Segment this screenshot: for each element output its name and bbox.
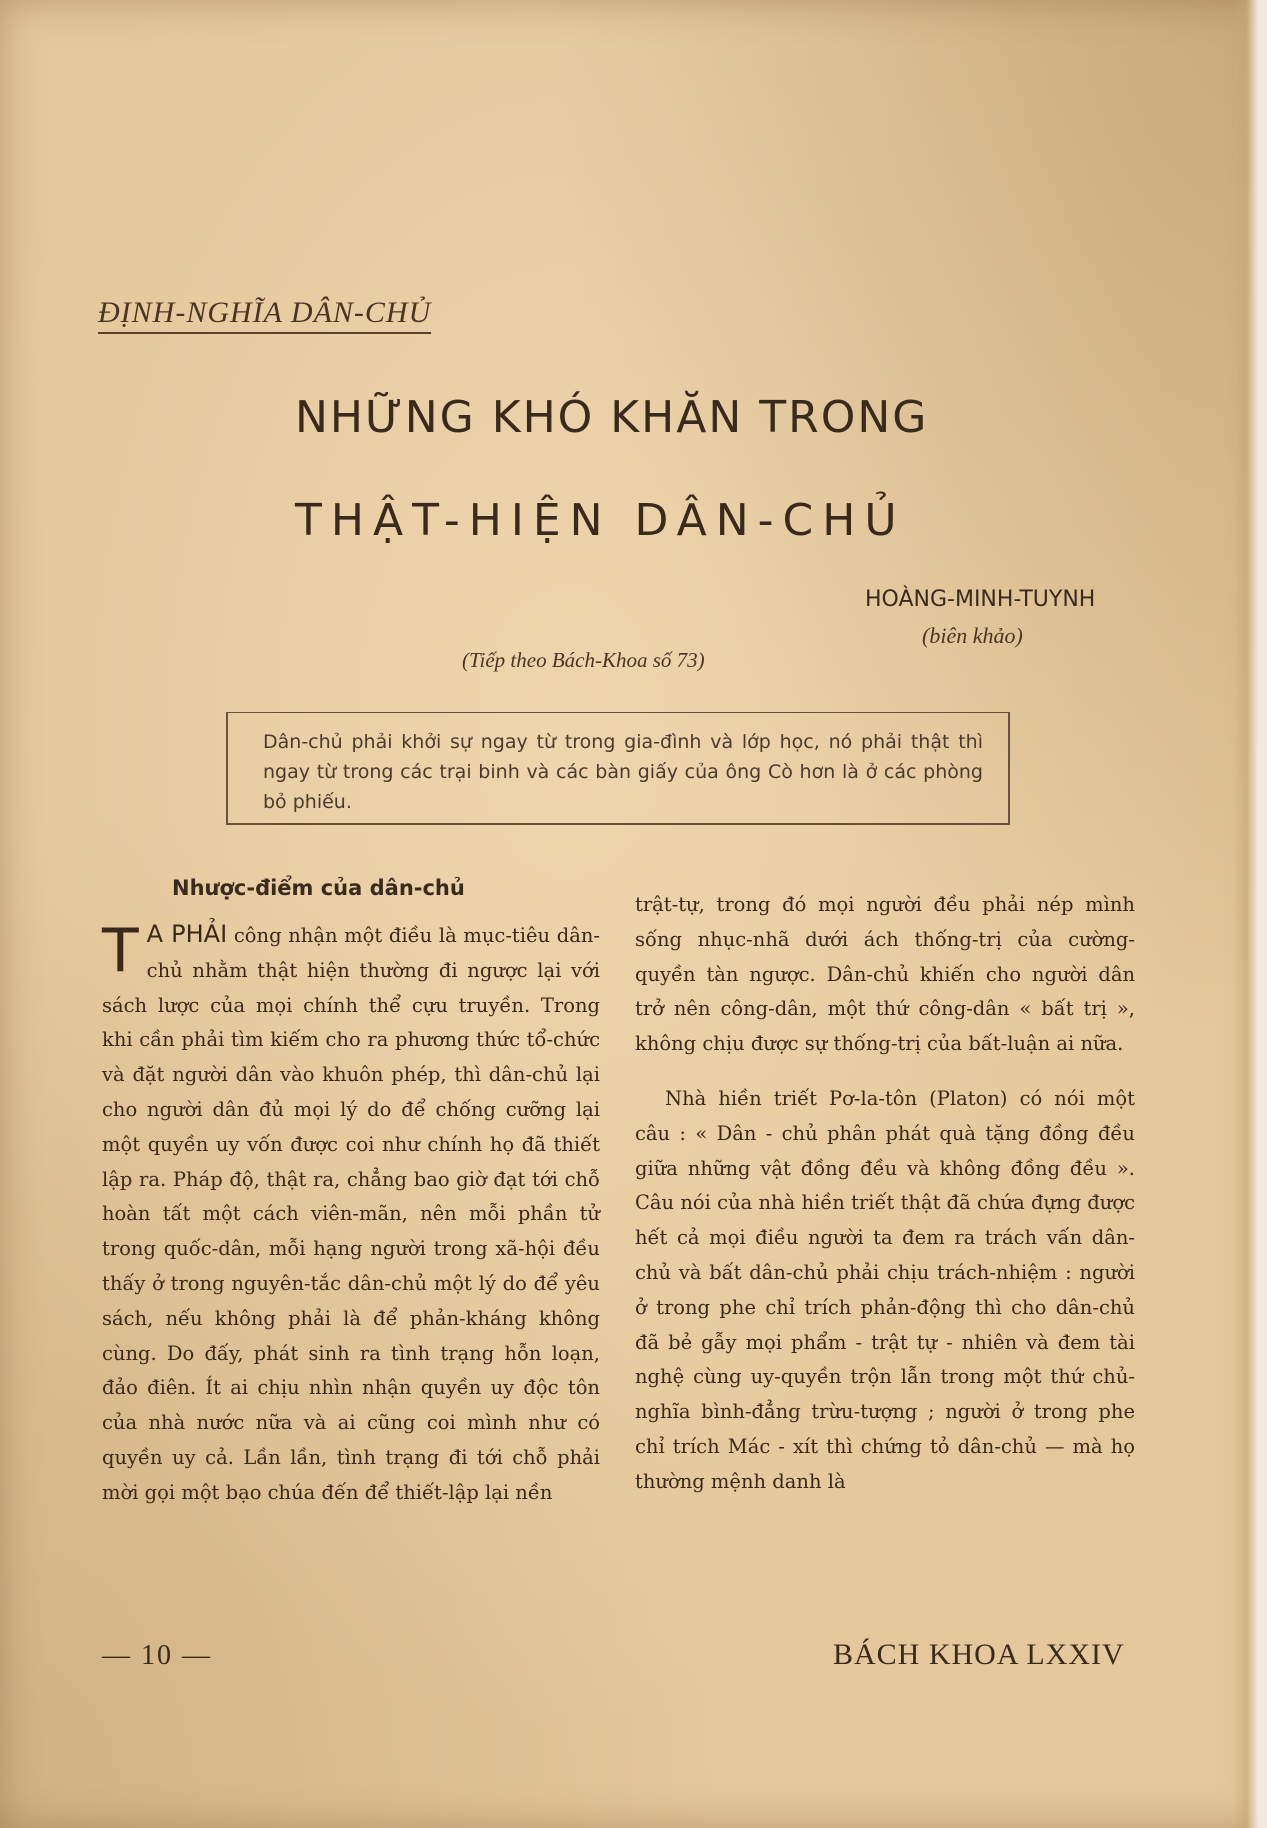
continuation-note: (Tiếp theo Bách-Khoa số 73) xyxy=(462,648,705,672)
author-name: HOÀNG-MINH-TUYNH xyxy=(865,587,1096,612)
drop-cap: T xyxy=(102,916,139,986)
author-role: (biên khảo) xyxy=(922,623,1023,648)
left-column xyxy=(102,917,600,1511)
epigraph-box xyxy=(226,712,1010,825)
right-column xyxy=(635,888,1135,1500)
page-number: — 10 — xyxy=(102,1640,212,1671)
lead-words: A PHẢI xyxy=(146,920,228,948)
section-subheading: Nhược-điểm của dân-chủ xyxy=(172,876,465,900)
section-label: ĐỊNH-NGHĨA DÂN-CHỦ xyxy=(98,296,431,334)
left-body-text: công nhận một điều là mục-tiêu dân-chủ nhằm thật hiện thường đi ngược lại với sách lược của mọi chính thể cựu truyền. Trong khi cần phải tìm kiếm cho ra phương thức tổ-chức và đặt người dân vào khuôn phép, thì dân-chủ lại cho người dân đủ mọi lý do để chống cưỡng lại một quyền uy vốn được coi như chính họ đã thiết lập ra. Pháp độ, thật ra, chẳng bao giờ đạt tới chỗ hoàn tất một cách viên-mãn, nên mỗi phần tử trong quốc-dân, mỗi hạng người trong xã-hội đều thấy ở trong nguyên-tắc dân-chủ một lý do để yêu sách, nếu không phải là để phản-kháng không cùng. Do đấy, phát sinh ra tình trạng hỗn loạn, đảo điên. Ít ai chịu nhìn nhận quyền uy độc tôn của nhà nước nữa và ai cũng coi mình như có quyền uy cả. Lần lần, tình trạng đi tới chỗ phải mời gọi một bạo chúa đến để thiết-lập lại nền xyxy=(102,924,601,1504)
epigraph-text: Dân-chủ phải khởi sự ngay từ trong gia-đình và lớp học, nó phải thật thì ngay từ trong các trại binh và các bàn giấy của ông Cò hơn là ở các phòng bỏ phiếu. xyxy=(263,731,983,813)
page-edge xyxy=(1233,0,1267,1828)
right-paragraph-1: trật-tự, trong đó mọi người đều phải nép mình sống nhục-nhã dưới ách thống-trị của cường-quyền tàn ngược. Dân-chủ khiến cho người dân trở nên công-dân, một thứ công-dân « bất trị », không chịu được sự thống-trị của bất-luận ai nữa. xyxy=(635,893,1135,1056)
article-title-line-2: THẬT-HIỆN DÂN-CHỦ xyxy=(295,495,906,546)
left-paragraph xyxy=(102,917,600,1511)
right-paragraph-2: Nhà hiền triết Pơ-la-tôn (Platon) có nói một câu : « Dân - chủ phân phát quà tặng đồng đều giữa những vật đồng đều và không đồng đều ». Câu nói của nhà hiền triết thật đã chứa đựng được hết cả mọi điều người ta đem ra trách vấn dân-chủ và bất dân-chủ phải chịu trách-nhiệm : người ở trong phe chỉ trích phản-động thì cho dân-chủ đã bẻ gẫy mọi phẩm - trật tự - nhiên và đem tài nghệ cùng uy-quyền trộn lẫn trong một thứ chủ-nghĩa bình-đẳng trừu-tượng ; người ở trong phe chỉ trích Mác - xít thì chứng tỏ dân-chủ — mà họ thường mệnh danh là xyxy=(635,1086,1135,1493)
article-title-line-1: NHỮNG KHÓ KHĂN TRONG xyxy=(295,392,929,443)
publication-name: BÁCH KHOA LXXIV xyxy=(833,1638,1125,1671)
